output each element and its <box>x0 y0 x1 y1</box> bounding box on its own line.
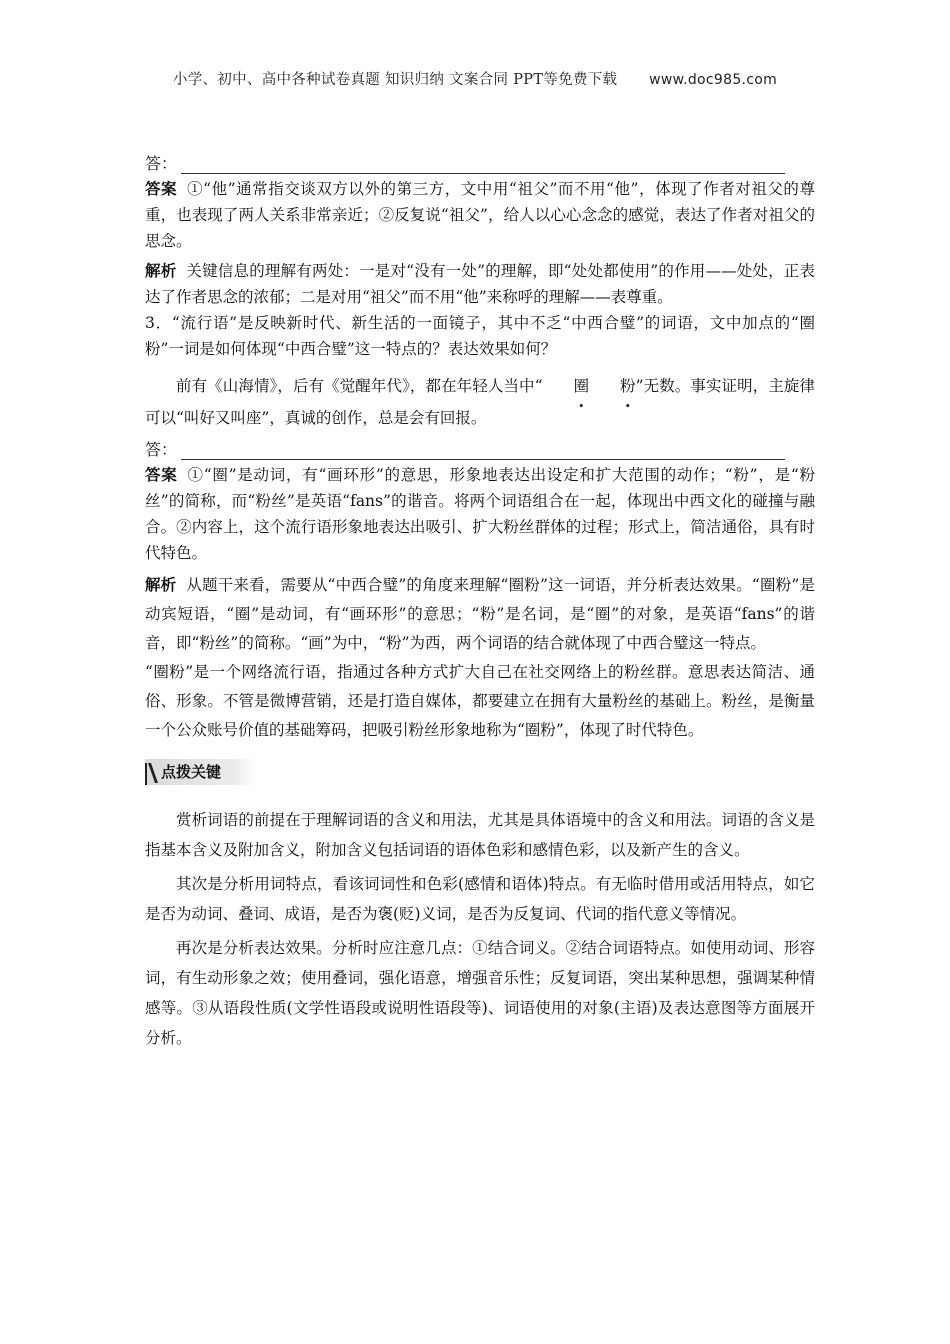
header-site: www.doc985.com <box>649 72 778 88</box>
q3-answer-line <box>145 434 815 460</box>
q2-answer <box>145 176 815 254</box>
tips-paragraph-1: 赏析词语的前提在于理解词语的含义和用法，尤其是具体语境中的含义和用法。词语的含义是指基本含义及附加含义，附加含义包括词语的语体色彩和感情色彩，以及新产生的含义。 <box>145 811 815 859</box>
header-text: 小学、初中、高中各种试卷真题 知识归纳 文案合同 PPT等免费下载 <box>172 72 618 88</box>
q3-question: 3．“流行语”是反映新时代、新生活的一面镜子，其中不乏“中西合璧”的词语，文中加点的“圈粉”一词是如何体现“中西合璧”这一特点的？表达效果如何？ <box>145 314 815 358</box>
q3-analysis <box>145 570 815 658</box>
tips-heading <box>145 757 815 791</box>
tips-heading-text: 点拨关键 <box>161 763 222 781</box>
q3-analysis-2: “圈粉”是一个网络流行语，指通过各种方式扩大自己在社交网络上的粉丝群。意思表达简洁、通俗、形象。不管是微博营销，还是打造自媒体，都要建立在拥有大量粉丝的基础上。粉丝，是衡量一个公众账号价值的基础筹码，把吸引粉丝形象地称为“圈粉”，体现了时代特色。 <box>145 663 815 739</box>
q3-answer-text: ①“圈”是动词，有“画环形”的意思，形象地表达出设定和扩大范围的动作；“粉”，是“粉丝”的简称，而“粉丝”是英语“fans”的谐音。将两个词语组合在一起，体现出中西文化的碰撞与融合。②内容上，这个流行语形象地表达出吸引、扩大粉丝群体的过程；形式上，简洁通俗，具有时代特色。 <box>145 466 815 562</box>
q3-quote-before: 前有《山海情》，后有《觉醒年代》，都在年轻人当中“ <box>176 377 543 395</box>
page-header <box>0 68 950 89</box>
q3-quote-after: ”无数。事实证明，主旋律可以“叫好又叫座”，真诚的创作，总是会有回报。 <box>145 377 815 427</box>
q3-answer <box>145 462 815 566</box>
q2-answer-line <box>145 148 815 174</box>
q2-answer-rule <box>181 157 785 174</box>
q2-analysis-label: 解析 <box>145 261 177 280</box>
tips-paragraph-3: 再次是分析表达效果。分析时应注意几点：①结合词义。②结合词语特点。如使用动词、形容词，有生动形象之效；使用叠词，强化语意，增强音乐性；反复词语，突出某种思想，强调某种情感等。③从语段性质(文学性语段或说明性语段等)、词语使用的对象(主语)及表达意图等方面展开分析。 <box>145 939 815 1047</box>
q3-answer-rule <box>181 443 785 460</box>
tips-paragraph-2: 其次是分析用词特点，看该词词性和色彩(感情和语体)特点。有无临时借用或活用特点，如它是否为动词、叠词、成语，是否为褒(贬)义词，是否为反复词、代词的指代意义等情况。 <box>145 875 815 923</box>
q3-answer-prompt: 答： <box>145 440 178 459</box>
backslash-mark-icon <box>145 761 159 785</box>
q2-answer-prompt: 答： <box>145 154 178 173</box>
q2-answer-text: ①“他”通常指交谈双方以外的第三方，文中用“祖父”而不用“他”，体现了作者对祖父的尊重，也表现了两人关系非常亲近；②反复说“祖父”，给人以心心念念的感觉，表达了作者对祖父的思念。 <box>145 180 815 250</box>
q2-analysis <box>145 258 815 310</box>
q3-answer-label: 答案 <box>145 465 178 484</box>
main-content <box>145 148 815 1053</box>
q3-analysis-text-1: 从题干来看，需要从“中西合璧”的角度来理解“圈粉”这一词语，并分析表达效果。“圈粉”是动宾短语，“圈”是动词，有“画环形”的意思；“粉”是名词，是“圈”的对象，是英语“fans”的谐音，即“粉丝”的简称。“画”为中，“粉”为西，两个词语的结合就体现了中西合璧这一特点。 <box>145 576 815 652</box>
q2-analysis-text: 关键信息的理解有两处：一是对“没有一处”的理解，即“处处都使用”的作用——处处，正表达了作者思念的浓郁；二是对用“祖父”而不用“他”来称呼的理解——表尊重。 <box>145 262 815 306</box>
q3-quote <box>145 370 815 434</box>
q3-dotted-char-2: 粉 <box>620 377 636 395</box>
q3-dotted-char-1: 圈 <box>573 377 590 395</box>
q2-answer-label: 答案 <box>145 179 178 198</box>
q3-analysis-label: 解析 <box>145 575 177 594</box>
